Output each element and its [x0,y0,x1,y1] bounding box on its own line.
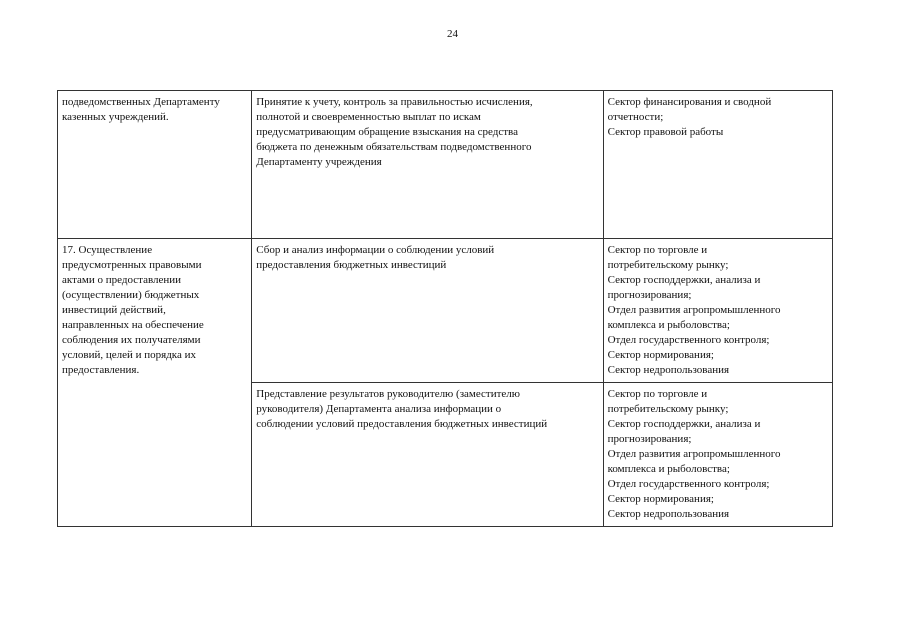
responsible-cell [603,239,832,383]
cell-line: направленных на обеспечение [62,319,204,331]
cell-line: Сектор финансирования и сводной [607,96,772,108]
cell-line: Отдел государственного контроля; [607,478,770,490]
cell-line: Сектор недропользования [607,508,730,520]
cell-line: руководителя) Департамента анализа информации о [256,403,502,415]
cell-line: предоставления. [62,364,140,376]
cell-line: полнотой и своевременностью выплат по искам [256,111,481,123]
cell-line: актами о предоставлении [62,274,182,286]
function-cell [58,91,252,239]
cell-line: комплекса и рыболовства; [607,463,730,475]
cell-line: потребительскому рынку; [607,259,729,271]
cell-line: казенных учреждений. [62,111,169,123]
cell-line: комплекса и рыболовства; [607,319,730,331]
cell-line: Сектор правовой работы [607,126,724,138]
cell-line: Департаменту учреждения [256,156,382,168]
cell-line: Отдел развития агропромышленного [607,304,781,316]
cell-line: Сектор господдержки, анализа и [607,418,761,430]
action-cell [252,91,603,239]
function-cell [58,239,252,527]
action-cell [252,239,603,383]
cell-line: Сектор нормирования; [607,349,714,361]
responsibility-table [57,90,833,527]
action-cell [252,383,603,527]
cell-line: соблюдении условий предоставления бюджетных инвестиций [256,418,548,430]
cell-line: прогнозирования; [607,289,692,301]
cell-line: Представление результатов руководителю (заместителю [256,388,521,400]
cell-line: Сектор по торговле и [607,388,708,400]
cell-line: инвестиций действий, [62,304,166,316]
cell-line: соблюдения их получателями [62,334,201,346]
page-number: 24 [447,28,458,40]
cell-line: бюджета по денежным обязательствам подведомственного [256,141,532,153]
responsible-cell [603,91,832,239]
cell-line: 17. Осуществление [62,244,153,256]
cell-line: предоставления бюджетных инвестиций [256,259,447,271]
responsible-cell [603,383,832,527]
cell-line: Сектор господдержки, анализа и [607,274,761,286]
cell-line: предусматривающим обращение взыскания на средства [256,126,518,138]
cell-line: прогнозирования; [607,433,692,445]
cell-line: подведомственных Департаменту [62,96,220,108]
cell-line: Принятие к учету, контроль за правильностью исчисления, [256,96,533,108]
cell-line: (осуществлении) бюджетных [62,289,200,301]
cell-line: предусмотренных правовыми [62,259,202,271]
cell-line: Отдел развития агропромышленного [607,448,781,460]
cell-line: Сбор и анализ информации о соблюдении условий [256,244,495,256]
cell-line: отчетности; [607,111,664,123]
cell-line: Сектор недропользования [607,364,730,376]
cell-line: условий, целей и порядка их [62,349,196,361]
cell-line: потребительскому рынку; [607,403,729,415]
cell-line: Сектор нормирования; [607,493,714,505]
cell-line: Отдел государственного контроля; [607,334,770,346]
table-row [58,239,833,383]
table-row [58,91,833,239]
cell-line: Сектор по торговле и [607,244,708,256]
